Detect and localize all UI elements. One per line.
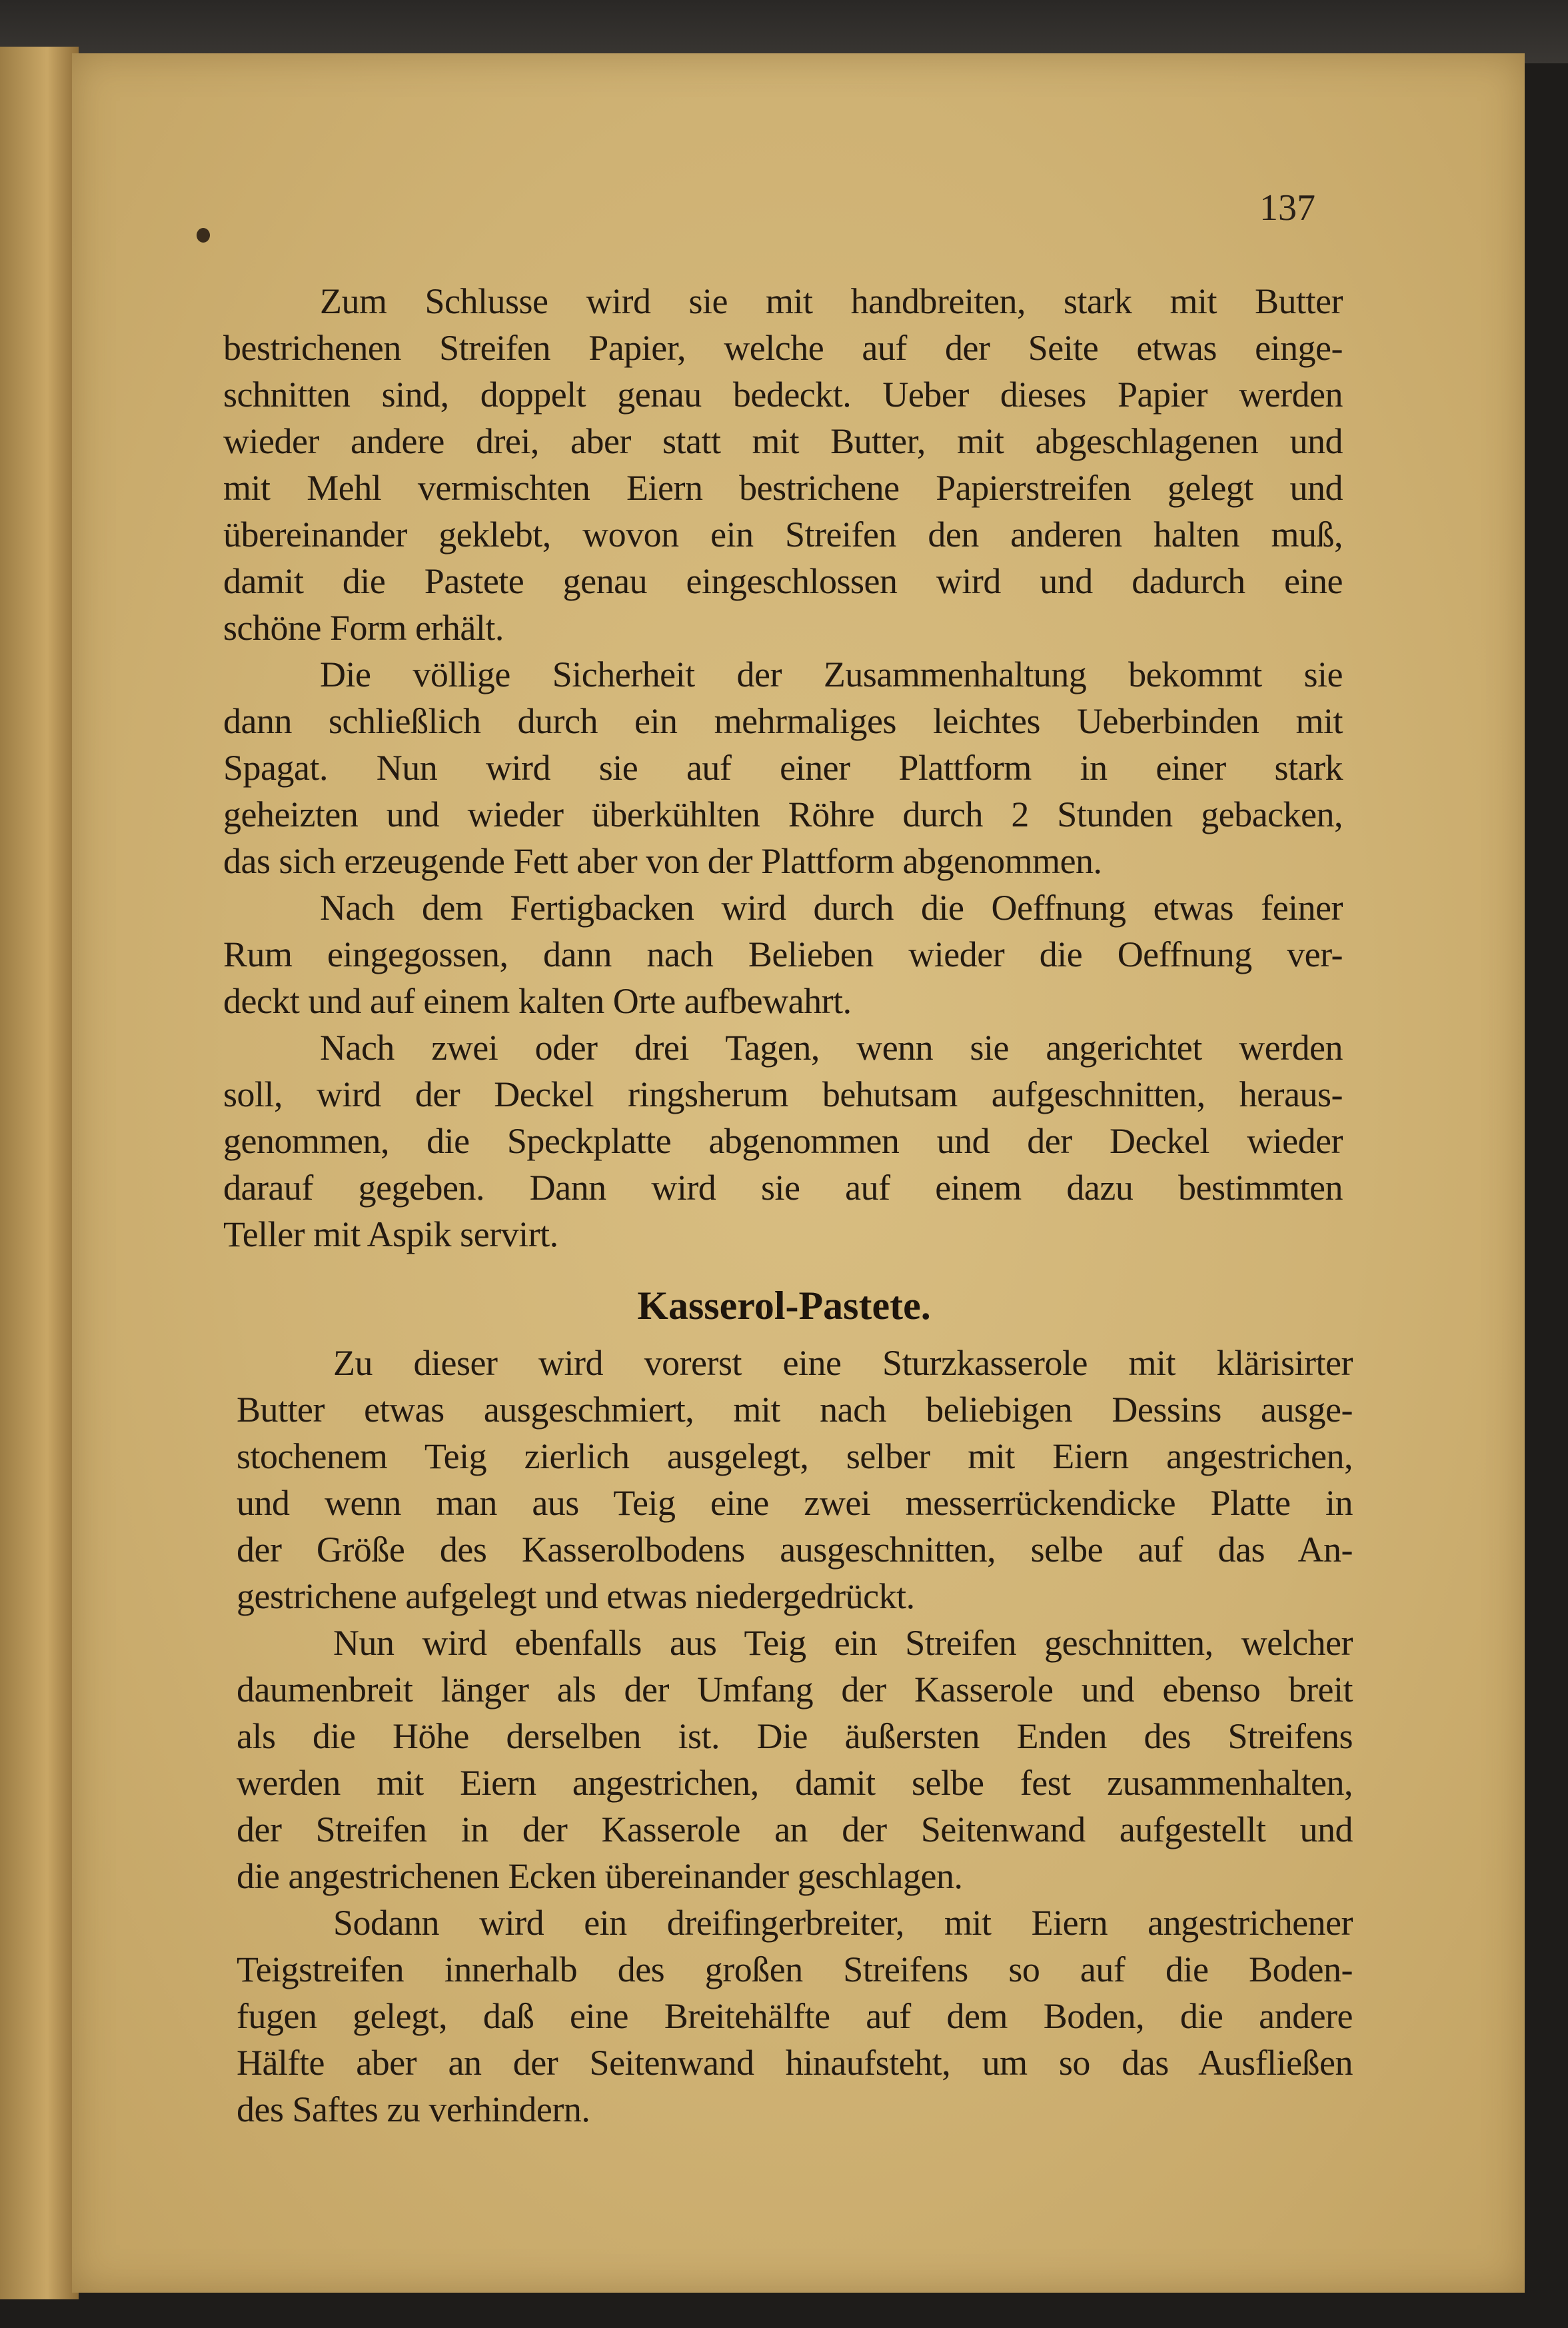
- paragraph: [223, 278, 1343, 651]
- text-line: das sich erzeugende Fett aber von der Plattform abgenommen.: [223, 841, 1102, 881]
- text-line: als die Höhe derselben ist. Die äußersten Enden des Streifens: [237, 1716, 1353, 1756]
- text-line: Zum Schlusse wird sie mit handbreiten, stark mit Butter: [320, 281, 1343, 321]
- section-heading: Kasserol-Pastete.: [637, 1284, 931, 1328]
- text-line: Butter etwas ausgeschmiert, mit nach beliebigen Dessins ausge-: [237, 1390, 1353, 1430]
- text-line: Spagat. Nun wird sie auf einer Plattform in einer stark: [223, 748, 1343, 788]
- text-line: deckt und auf einem kalten Orte aufbewahrt.: [223, 981, 852, 1021]
- text-line: werden mit Eiern angestrichen, damit selbe fest zusammenhalten,: [237, 1763, 1353, 1803]
- text-line: Die völlige Sicherheit der Zusammenhaltung bekommt sie: [320, 654, 1343, 694]
- paragraph: [223, 651, 1343, 884]
- text-line: Sodann wird ein dreifingerbreiter, mit Eiern angestrichener: [333, 1903, 1353, 1943]
- text-line: darauf gegeben. Dann wird sie auf einem dazu bestimmten: [223, 1168, 1343, 1208]
- text-line: Hälfte aber an der Seitenwand hinaufsteht, um so das Ausfließen: [237, 2043, 1353, 2083]
- facing-page-edge: [0, 47, 79, 2299]
- text-line: Teigstreifen innerhalb des großen Streifens so auf die Boden-: [237, 1949, 1353, 1989]
- text-line: die angestrichenen Ecken übereinander geschlagen.: [237, 1856, 963, 1896]
- paragraph: [223, 1024, 1343, 1258]
- paragraph: [237, 1899, 1353, 2133]
- text-line: Teller mit Aspik servirt.: [223, 1214, 558, 1254]
- body-text-lower: [237, 1340, 1353, 2133]
- text-line: Nach dem Fertigbacken wird durch die Oeffnung etwas feiner: [320, 888, 1343, 928]
- text-line: damit die Pastete genau eingeschlossen wird und dadurch eine: [223, 561, 1343, 601]
- text-line: bestrichenen Streifen Papier, welche auf der Seite etwas einge-: [223, 328, 1343, 368]
- text-line: dann schließlich durch ein mehrmaliges leichtes Ueberbinden mit: [223, 701, 1343, 741]
- text-line: übereinander geklebt, wovon ein Streifen den anderen halten muß,: [223, 515, 1343, 555]
- text-line: fugen gelegt, daß eine Breitehälfte auf dem Boden, die andere: [237, 1996, 1353, 2036]
- page-number: 137: [1259, 187, 1315, 229]
- text-line: geheizten und wieder überkühlten Röhre durch 2 Stunden gebacken,: [223, 794, 1343, 834]
- body-text-upper: [223, 278, 1343, 1258]
- text-line: soll, wird der Deckel ringsherum behutsam aufgeschnitten, heraus-: [223, 1074, 1343, 1114]
- ink-spot: [197, 228, 210, 243]
- text-line: Rum eingegossen, dann nach Belieben wieder die Oeffnung ver-: [223, 934, 1343, 974]
- text-line: Nun wird ebenfalls aus Teig ein Streifen geschnitten, welcher: [333, 1623, 1353, 1663]
- paragraph: [237, 1340, 1353, 1620]
- text-line: daumenbreit länger als der Umfang der Kasserole und ebenso breit: [237, 1670, 1353, 1710]
- text-line: schöne Form erhält.: [223, 608, 504, 648]
- paragraph: [223, 884, 1343, 1024]
- text-line: gestrichene aufgelegt und etwas niedergedrückt.: [237, 1576, 915, 1616]
- text-line: stochenem Teig zierlich ausgelegt, selber mit Eiern angestrichen,: [237, 1436, 1353, 1476]
- text-line: wieder andere drei, aber statt mit Butter, mit abgeschlagenen und: [223, 421, 1343, 461]
- text-line: des Saftes zu verhindern.: [237, 2089, 590, 2129]
- text-line: und wenn man aus Teig eine zwei messerrückendicke Platte in: [237, 1483, 1353, 1523]
- text-line: Nach zwei oder drei Tagen, wenn sie angerichtet werden: [320, 1028, 1343, 1068]
- paragraph: [237, 1620, 1353, 1899]
- text-line: Zu dieser wird vorerst eine Sturzkasserole mit klärisirter: [333, 1343, 1353, 1383]
- text-line: mit Mehl vermischten Eiern bestrichene Papierstreifen gelegt und: [223, 468, 1343, 508]
- text-line: der Größe des Kasserolbodens ausgeschnitten, selbe auf das An-: [237, 1530, 1353, 1570]
- text-line: schnitten sind, doppelt genau bedeckt. Ueber dieses Papier werden: [223, 375, 1343, 415]
- text-line: der Streifen in der Kasserole an der Seitenwand aufgestellt und: [237, 1809, 1353, 1849]
- text-line: genommen, die Speckplatte abgenommen und der Deckel wieder: [223, 1121, 1343, 1161]
